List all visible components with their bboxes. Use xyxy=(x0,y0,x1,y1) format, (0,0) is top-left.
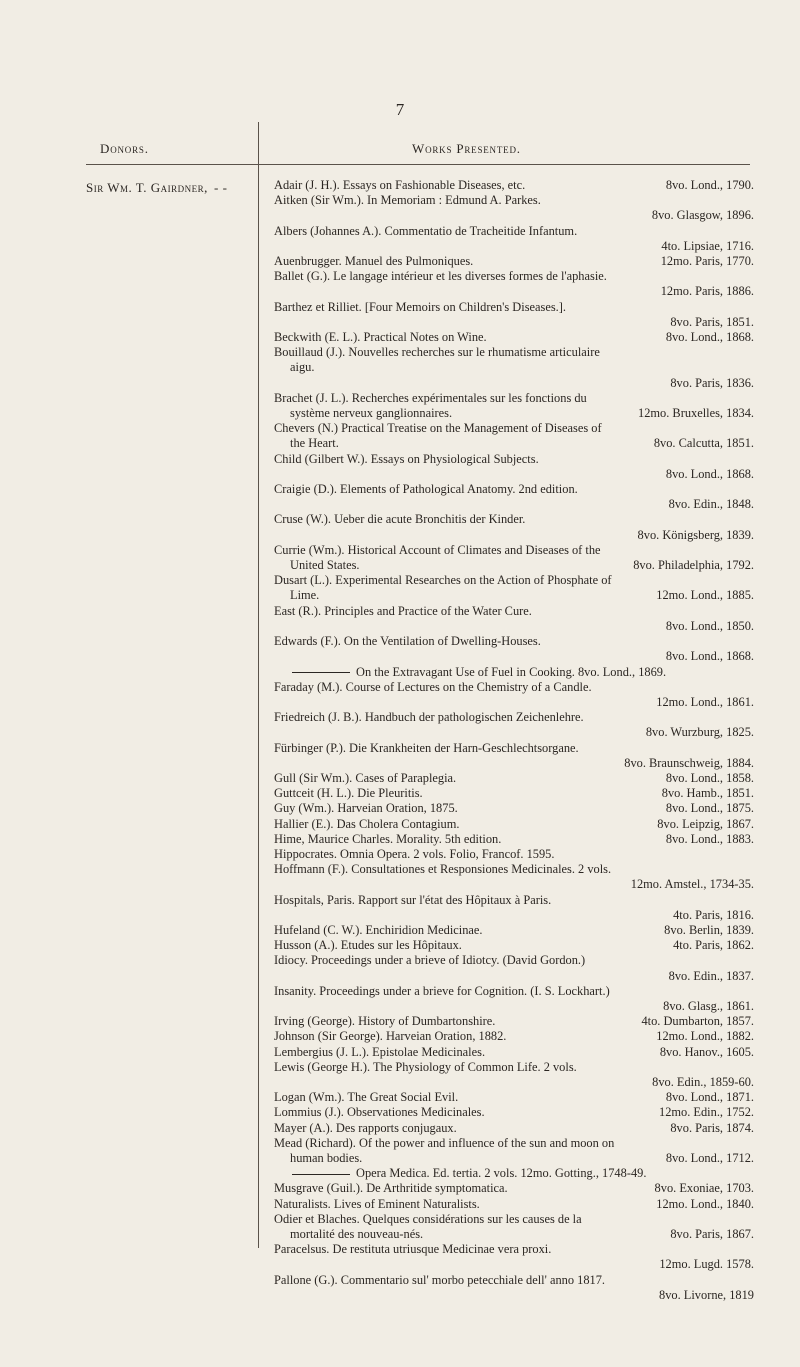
work-entry-line: Hallier (E.). Das Cholera Contagium. 8vo. Leipzig, 1867. xyxy=(274,816,754,831)
work-entry-line: Guy (Wm.). Harveian Oration, 1875. 8vo. Lond., 1875. xyxy=(274,801,754,816)
work-entry-line: Idiocy. Proceedings under a brieve of Idiotcy. (David Gordon.) xyxy=(274,953,586,968)
work-entry xyxy=(274,224,754,254)
work-entry xyxy=(274,862,754,892)
work-entry-line: Guttceit (H. L.). Die Pleuritis. 8vo. Hamb., 1851. xyxy=(274,786,754,801)
works-column-header: Works Presented. xyxy=(412,141,521,156)
work-entry-line: Lewis (George H.). The Physiology of Common Life. 2 vols. xyxy=(274,1059,577,1074)
donor-entry xyxy=(86,180,252,196)
ditto-rule xyxy=(292,672,350,673)
work-entry-line: mortalité des nouveau-nés. 8vo. Paris, 1867. xyxy=(290,1227,754,1242)
work-entry xyxy=(274,193,754,223)
work-entry xyxy=(274,269,754,299)
work-entry xyxy=(274,984,754,1014)
work-imprint: 8vo. Wurzburg, 1825. xyxy=(645,725,754,740)
work-entry-line: Hospitals, Paris. Rapport sur l'état des Hôpitaux à Paris. xyxy=(274,892,552,907)
work-entry-line: Auenbrugger. Manuel des Pulmoniques. 12mo. Paris, 1770. xyxy=(274,254,754,269)
work-entry-line: Faraday (M.). Course of Lectures on the Chemistry of a Candle. xyxy=(274,679,592,694)
work-entry-line: Logan (Wm.). The Great Social Evil. 8vo. Lond., 1871. xyxy=(274,1090,754,1105)
work-imprint: 8vo. Königsberg, 1839. xyxy=(637,527,754,542)
work-entry-line: Odier et Blaches. Quelques considérations sur les causes de la xyxy=(274,1211,582,1226)
work-entry xyxy=(274,665,754,680)
work-entry-line: Opera Medica. Ed. tertia. 2 vols. 12mo. Gotting., 1748-49. xyxy=(274,1166,754,1181)
work-entry xyxy=(274,1242,754,1272)
work-imprint: 12mo. Amstel., 1734-35. xyxy=(630,877,754,892)
work-entry xyxy=(274,1166,754,1181)
work-entry xyxy=(274,512,754,542)
work-entry xyxy=(274,1045,754,1060)
work-imprint: 8vo. Edin., 1859-60. xyxy=(652,1074,754,1089)
work-entry xyxy=(274,345,754,391)
work-entry xyxy=(274,832,754,847)
work-entry-line: Cruse (W.). Ueber die acute Bronchitis der Kinder. xyxy=(274,512,526,527)
work-entry xyxy=(274,786,754,801)
work-entry-line: Irving (George). History of Dumbartonshire. 4to. Dumbarton, 1857. xyxy=(274,1014,754,1029)
work-entry-line: Lembergius (J. L.). Epistolae Medicinales. 8vo. Hanov., 1605. xyxy=(274,1044,754,1059)
work-entry xyxy=(274,391,754,421)
work-entry xyxy=(274,254,754,269)
work-entry-line: Edwards (F.). On the Ventilation of Dwelling-Houses. xyxy=(274,634,541,649)
work-entry-line: United States. 8vo. Philadelphia, 1792. xyxy=(290,558,754,573)
work-entry xyxy=(274,923,754,938)
work-entry-line: Ballet (G.). Le langage intérieur et les diverses formes de l'aphasie. xyxy=(274,269,607,284)
work-imprint: 8vo. Livorne, 1819 xyxy=(659,1287,754,1302)
work-entry xyxy=(274,1060,754,1090)
work-entry xyxy=(274,178,754,193)
page-number: 7 xyxy=(395,100,405,119)
work-entry-line: Aitken (Sir Wm.). In Memoriam : Edmund A. Parkes. xyxy=(274,193,541,208)
work-entry xyxy=(274,482,754,512)
ditto-rule xyxy=(292,1174,350,1175)
work-entry-line: East (R.). Principles and Practice of the Water Cure. xyxy=(274,603,532,618)
work-imprint: 8vo. Lond., 1868. xyxy=(665,466,754,481)
work-entry-line: Insanity. Proceedings under a brieve for Cognition. (I. S. Lockhart.) xyxy=(274,983,610,998)
work-imprint: 8vo. Edin., 1837. xyxy=(668,968,754,983)
work-entry-line: aigu. xyxy=(290,360,315,375)
header-rule xyxy=(86,164,750,165)
work-entry-line: Johnson (Sir George). Harveian Oration, 1882. 12mo. Lond., 1882. xyxy=(274,1029,754,1044)
work-entry xyxy=(274,1212,754,1242)
work-imprint: 8vo. Paris, 1836. xyxy=(670,375,754,390)
work-entry xyxy=(274,1029,754,1044)
work-entry xyxy=(274,300,754,330)
work-entry-line: Mead (Richard). Of the power and influence of the sun and moon on xyxy=(274,1135,615,1150)
work-entry xyxy=(274,893,754,923)
work-entry-line: Hippocrates. Omnia Opera. 2 vols. Folio, Francof. 1595. xyxy=(274,846,555,861)
work-imprint: 12mo. Paris, 1886. xyxy=(660,284,754,299)
work-entry-line: Beckwith (E. L.). Practical Notes on Wine. 8vo. Lond., 1868. xyxy=(274,330,754,345)
column-divider xyxy=(258,122,259,1248)
work-entry xyxy=(274,1181,754,1196)
work-entry-line: système nerveux ganglionnaires. 12mo. Bruxelles, 1834. xyxy=(290,406,754,421)
work-entry xyxy=(274,1136,754,1166)
work-entry-line: Mayer (A.). Des rapports conjugaux. 8vo. Paris, 1874. xyxy=(274,1120,754,1135)
work-entry-line: Musgrave (Guil.). De Arthritide symptomatica. 8vo. Exoniae, 1703. xyxy=(274,1181,754,1196)
work-imprint: 8vo. Glasgow, 1896. xyxy=(651,208,754,223)
work-entry-line: Lommius (J.). Observationes Medicinales. 12mo. Edin., 1752. xyxy=(274,1105,754,1120)
work-imprint: 8vo. Edin., 1848. xyxy=(668,497,754,512)
work-entry-line: Dusart (L.). Experimental Researches on the Action of Phosphate of xyxy=(274,573,612,588)
work-entry-line: Craigie (D.). Elements of Pathological Anatomy. 2nd edition. xyxy=(274,482,578,497)
donors-column-header: Donors. xyxy=(100,141,149,156)
work-entry-line: Naturalists. Lives of Eminent Naturalists. 12mo. Lond., 1840. xyxy=(274,1196,754,1211)
work-entry-line: Gull (Sir Wm.). Cases of Paraplegia. 8vo. Lond., 1858. xyxy=(274,770,754,785)
work-imprint: 8vo. Braunschweig, 1884. xyxy=(624,755,754,770)
work-entry xyxy=(274,741,754,771)
work-entry-line: Child (Gilbert W.). Essays on Physiological Subjects. xyxy=(274,451,539,466)
work-entry-line: Husson (A.). Etudes sur les Hôpitaux. 4to. Paris, 1862. xyxy=(274,938,754,953)
work-entry-line: Friedreich (J. B.). Handbuch der pathologischen Zeichenlehre. xyxy=(274,710,584,725)
work-imprint: 8vo. Glasg., 1861. xyxy=(663,998,754,1013)
work-imprint: 4to. Paris, 1816. xyxy=(673,907,754,922)
work-entry-line: Pallone (G.). Commentario sul' morbo petecchiale dell' anno 1817. xyxy=(274,1272,606,1287)
work-entry xyxy=(274,817,754,832)
work-entry xyxy=(274,801,754,816)
work-entry xyxy=(274,1273,754,1303)
work-imprint: 4to. Lipsiae, 1716. xyxy=(661,238,754,253)
work-entry xyxy=(274,1090,754,1105)
donor-name: Sir Wm. T. Gairdner, xyxy=(86,180,208,195)
work-entry xyxy=(274,1197,754,1212)
work-entry-line: Albers (Johannes A.). Commentatio de Tracheitide Infantum. xyxy=(274,223,578,238)
work-entry xyxy=(274,771,754,786)
work-entry xyxy=(274,604,754,634)
work-entry xyxy=(274,1014,754,1029)
work-entry-line: Brachet (J. L.). Recherches expérimentales sur les fonctions du xyxy=(274,390,587,405)
works-list xyxy=(274,178,754,1303)
work-entry xyxy=(274,847,754,862)
work-imprint: 12mo. Lond., 1861. xyxy=(656,694,754,709)
work-entry-line: Hoffmann (F.). Consultationes et Responsiones Medicinales. 2 vols. xyxy=(274,862,612,877)
work-entry xyxy=(274,573,754,603)
work-entry xyxy=(274,938,754,953)
donor-dashes: - - xyxy=(214,180,228,195)
work-entry-line: Bouillaud (J.). Nouvelles recherches sur le rhumatisme articulaire xyxy=(274,345,600,360)
work-entry-line: Paracelsus. De restituta utriusque Medicinae vera proxi. xyxy=(274,1242,552,1257)
work-entry-line: the Heart. 8vo. Calcutta, 1851. xyxy=(290,436,754,451)
work-entry-line: Chevers (N.) Practical Treatise on the Management of Diseases of xyxy=(274,421,602,436)
work-imprint: 12mo. Lugd. 1578. xyxy=(659,1257,754,1272)
work-imprint: 8vo. Lond., 1850. xyxy=(665,618,754,633)
work-imprint: 8vo. Lond., 1868. xyxy=(665,649,754,664)
work-entry xyxy=(274,634,754,664)
work-entry xyxy=(274,710,754,740)
work-entry-line: Currie (Wm.). Historical Account of Climates and Diseases of the xyxy=(274,542,601,557)
work-imprint: 8vo. Paris, 1851. xyxy=(670,314,754,329)
work-entry xyxy=(274,1105,754,1120)
work-entry xyxy=(274,421,754,451)
work-entry xyxy=(274,543,754,573)
work-entry-line: Fürbinger (P.). Die Krankheiten der Harn-Geschlechtsorgane. xyxy=(274,740,579,755)
work-entry xyxy=(274,953,754,983)
work-entry-line: human bodies. 8vo. Lond., 1712. xyxy=(290,1151,754,1165)
work-entry-line: Hufeland (C. W.). Enchiridion Medicinae. 8vo. Berlin, 1839. xyxy=(274,922,754,937)
work-entry xyxy=(274,452,754,482)
work-entry-line: Lime. 12mo. Lond., 1885. xyxy=(290,588,754,603)
work-entry-line: Barthez et Rilliet. [Four Memoirs on Children's Diseases.]. xyxy=(274,299,566,314)
work-entry-line: On the Extravagant Use of Fuel in Cooking. 8vo. Lond., 1869. xyxy=(274,665,754,680)
work-entry-line: Hime, Maurice Charles. Morality. 5th edition. 8vo. Lond., 1883. xyxy=(274,831,754,846)
work-entry xyxy=(274,330,754,345)
work-entry xyxy=(274,680,754,710)
work-entry-line: Adair (J. H.). Essays on Fashionable Diseases, etc. 8vo. Lond., 1790. xyxy=(274,178,754,192)
work-entry xyxy=(274,1121,754,1136)
